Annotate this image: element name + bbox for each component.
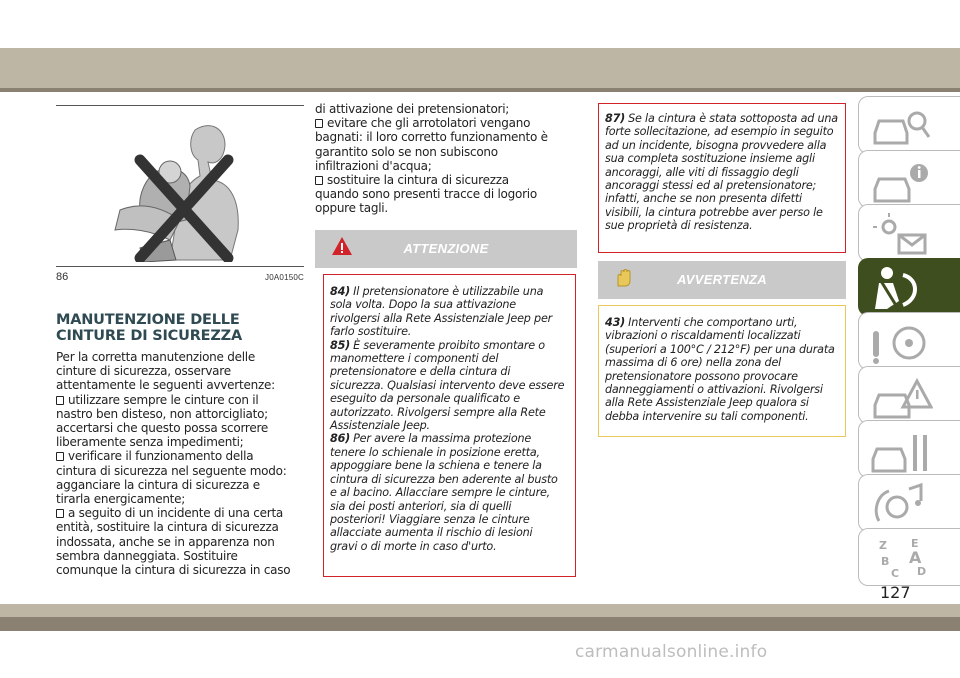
checkbox-bullet-icon (315, 176, 323, 185)
text-line (315, 201, 577, 215)
text-line-content: attentamente le seguenti avvertenze: (56, 378, 275, 393)
warning-line (330, 500, 570, 513)
note-87-text: visibili, la cintura potrebbe aver perso le (605, 205, 823, 219)
note-87-line (605, 166, 840, 179)
avvertenza-line (605, 329, 840, 342)
note-87-line (605, 112, 840, 125)
checkbox-bullet-icon (56, 509, 64, 518)
warning-text: e al bacino. Allacciare sempre le cinture, (330, 486, 551, 500)
warning-text: farlo sostituire. (330, 325, 412, 339)
warning-line (330, 526, 570, 539)
avvertenza-text: Interventi che comportano urti, (628, 316, 798, 329)
sidebar-tab-seat-safety[interactable] (858, 258, 960, 316)
note-87-line (605, 179, 840, 192)
text-line-content: liberamente senza impedimenti; (56, 435, 244, 450)
text-line (56, 535, 308, 549)
text-line (56, 478, 308, 492)
sidebar-tab-index[interactable] (858, 528, 960, 586)
warning-line (330, 365, 570, 378)
index-letter: B (881, 555, 890, 568)
figure-caption (56, 266, 304, 287)
warning-number: 84) (330, 285, 351, 298)
attenzione-title: ATTENZIONE (403, 241, 489, 256)
warning-text: sola volta. Dopo la sua attivazione (330, 298, 516, 312)
index-letter: Z (879, 539, 887, 552)
avvertenza-line (605, 316, 840, 329)
text-line-content: tirarla energicamente; (56, 492, 186, 507)
sidebar-tab-lights-warning[interactable] (858, 204, 960, 262)
text-line (315, 187, 577, 201)
text-line-content: evitare che gli arrotolatori vengano (327, 116, 531, 131)
text-line (56, 520, 308, 534)
body-text-column-2 (315, 102, 577, 216)
text-line-content: accertarsi che questo possa scorrere (56, 421, 269, 436)
header-band (0, 48, 960, 88)
sidebar-tab-car-maintenance[interactable] (858, 420, 960, 478)
warning-line (330, 392, 570, 405)
section-title (56, 312, 306, 344)
header-band-line (0, 88, 960, 92)
text-line (315, 159, 577, 173)
note-87-line (605, 206, 840, 219)
warning-line (330, 298, 570, 311)
warning-line (330, 352, 570, 365)
avvertenza-text: massima di 6 ore) nella zona del (605, 356, 782, 370)
warning-number: 85) (330, 338, 351, 352)
warning-line (330, 446, 570, 459)
avvertenza-number: 43) (605, 316, 626, 329)
child-seat-incorrect-illustration (100, 110, 260, 262)
note-87-text: Se la cintura è stata sottoposta ad una (628, 112, 838, 125)
text-line-content: utilizzare sempre le cinture con il (68, 392, 259, 407)
text-line (315, 173, 577, 187)
avvertenza-box (598, 305, 846, 437)
warning-text: sia dei posti anteriori, sia di quelli (330, 499, 512, 513)
warning-text: Il pretensionatore è utilizzabile una (353, 285, 544, 298)
avvertenza-line (605, 410, 840, 423)
multimedia-icon (869, 481, 933, 527)
warning-text: rivolgersi alla Rete Assistenziale Jeep per (330, 311, 553, 325)
warning-line (330, 325, 570, 338)
text-line-content: sostituire la cintura di sicurezza (327, 173, 509, 188)
sidebar-tab-car-warning[interactable] (858, 366, 960, 424)
note-87-number: 87) (605, 112, 626, 125)
warning-line (330, 513, 570, 526)
avvertenza-text: alla Rete Assistenziale Jeep qualora si (605, 396, 809, 410)
text-line-content: verificare il funzionamento della (68, 449, 254, 464)
text-line (315, 102, 577, 116)
section-title-line: MANUTENZIONE DELLE (56, 312, 240, 328)
avvertenza-text: pretensionatore possono provocare (605, 369, 798, 383)
index-letter: E (911, 537, 919, 550)
avvertenza-header (598, 261, 846, 299)
lights-warning-icon (869, 211, 933, 257)
text-line (56, 378, 308, 392)
checkbox-bullet-icon (315, 119, 323, 128)
warning-text: posteriori! Viaggiare senza le cinture (330, 512, 530, 526)
text-line-content: oppure tagli. (315, 201, 388, 216)
warning-text: eseguito da personale qualificato e (330, 392, 520, 406)
car-maintenance-icon (869, 427, 933, 473)
warning-text: cintura di sicurezza ben aderente al busto (330, 472, 558, 486)
figure-top-rule (56, 105, 304, 106)
text-line-content: quando sono presenti tracce di logorio (315, 187, 537, 202)
note-87-box (598, 103, 846, 253)
text-line-content: agganciare la cintura di sicurezza e (56, 477, 260, 492)
text-line (315, 145, 577, 159)
text-line-content: Per la corretta manutenzione delle (56, 350, 256, 364)
text-line-content: cinture di sicurezza, osservare (56, 364, 231, 379)
warning-line (330, 432, 570, 445)
text-line (56, 492, 308, 506)
warning-line (330, 379, 570, 392)
text-line (56, 421, 308, 435)
footer-band-light (0, 604, 960, 617)
text-line-content: infiltrazioni d'acqua; (315, 158, 432, 173)
warning-line (330, 419, 570, 432)
car-info-icon (869, 157, 933, 203)
warning-text: pretensionatore e della cintura di (330, 365, 511, 379)
footer-band (0, 617, 960, 631)
warning-text: Assistenziale Jeep. (330, 419, 430, 433)
warning-line (330, 406, 570, 419)
note-87-line (605, 192, 840, 205)
warning-text: tenere lo schienale in posizione eretta, (330, 445, 540, 459)
sidebar-tab-multimedia[interactable] (858, 474, 960, 532)
text-line-content: garantito solo se non subiscono (315, 144, 498, 159)
text-line (56, 506, 308, 520)
text-line-content: sembra danneggiata. Sostituire (56, 548, 238, 563)
note-87-text: sue proprietà di resistenza. (605, 219, 753, 233)
checkbox-bullet-icon (56, 396, 64, 405)
text-line (56, 464, 308, 478)
index-letter: C (891, 567, 900, 580)
avvertenza-line (605, 370, 840, 383)
note-87-line (605, 152, 840, 165)
watermark: carmanualsonline.info (575, 642, 768, 662)
text-line (56, 407, 308, 421)
text-line (56, 435, 308, 449)
note-87-text: ancoraggi, alle viti di fissaggio degli (605, 165, 799, 179)
text-line (56, 563, 308, 577)
note-87-text: ancoraggi stessi ed al pretensionatore; (605, 179, 817, 193)
avvertenza-line (605, 383, 840, 396)
warning-line (330, 459, 570, 472)
text-line-content: a seguito di un incidente di una certa (68, 506, 284, 521)
avvertenza-text: (superiori a 100°C / 212°F) per una durata (605, 342, 835, 356)
avvertenza-line (605, 356, 840, 369)
sidebar-tab-car-search[interactable] (858, 96, 960, 154)
attenzione-box (323, 274, 576, 577)
note-87-text: sua completa sostituzione insieme agli (605, 152, 815, 166)
warning-line (330, 285, 570, 298)
text-line-content: cintura di sicurezza nel seguente modo: (56, 463, 287, 478)
warning-line (330, 486, 570, 499)
warning-line (330, 540, 570, 553)
checkbox-bullet-icon (56, 452, 64, 461)
index-letter: A (909, 548, 922, 567)
text-line (315, 116, 577, 130)
warning-text: È severamente proibito smontare o (353, 338, 545, 352)
attenzione-header (315, 230, 577, 268)
note-87-text: infatti, anche se non presenta difetti (605, 192, 802, 206)
car-search-icon (869, 103, 933, 149)
index-letter: D (917, 565, 927, 578)
warning-number: 86) (330, 432, 351, 446)
text-line-content: entità, sostituire la cintura di sicurezza (56, 520, 279, 535)
text-line (315, 130, 577, 144)
section-title-line: CINTURE DI SICUREZZA (56, 328, 243, 344)
note-87-text: ad un incidente, bisogna provvedere alla (605, 138, 827, 152)
text-line-content: di attivazione dei pretensionatori; (315, 102, 510, 116)
warning-text: gravi o di morte in caso d'urto. (330, 539, 497, 553)
note-87-line (605, 139, 840, 152)
avvertenza-line (605, 396, 840, 409)
avvertenza-text: danneggiamenti o attivazioni. Rivolgersi (605, 383, 823, 397)
warning-text: allacciate aumenta il rischio di lesioni (330, 526, 533, 540)
page-number: 127 (880, 583, 911, 602)
warning-text: Per avere la massima protezione (353, 432, 532, 446)
avvertenza-line (605, 343, 840, 356)
text-line (56, 549, 308, 563)
warning-line (330, 473, 570, 486)
text-line (56, 364, 308, 378)
text-line-content: bagnati: il loro corretto funzionamento è (315, 130, 548, 145)
warning-text: sicurezza. Qualsiasi intervento deve essere (330, 378, 565, 392)
avvertenza-text: debba intervenire su tali componenti. (605, 409, 809, 423)
note-87-line (605, 219, 840, 232)
avvertenza-title: AVVERTENZA (677, 272, 767, 287)
text-line-content: indossata, anche se in apparenza non (56, 534, 275, 549)
text-line-content: nastro ben disteso, non attorcigliato; (56, 406, 268, 421)
sidebar-tab-car-info[interactable] (858, 150, 960, 208)
warning-line (330, 312, 570, 325)
text-line (56, 350, 308, 364)
note-87-text: forte sollecitazione, ad esempio in seguito (605, 125, 834, 139)
figure-number: 86 (56, 271, 69, 283)
text-line (56, 393, 308, 407)
body-text-column-1 (56, 350, 308, 577)
text-line (56, 449, 308, 463)
car-warning-icon (869, 373, 933, 419)
warning-text: manomettere i componenti del (330, 352, 499, 366)
avvertenza-text: vibrazioni o riscaldamenti localizzati (605, 329, 801, 343)
index-icon (869, 535, 933, 581)
figure-code: J0A0150C (265, 273, 304, 282)
seat-safety-icon (869, 265, 933, 311)
sidebar-tab-steering-controls[interactable] (858, 312, 960, 370)
warning-text: appoggiare bene la schiena e tenere la (330, 459, 542, 473)
warning-line (330, 339, 570, 352)
steering-controls-icon (869, 319, 933, 365)
text-line-content: comunque la cintura di sicurezza in caso (56, 563, 291, 578)
note-87-line (605, 125, 840, 138)
warning-text: autorizzato. Rivolgersi sempre alla Rete (330, 405, 546, 419)
